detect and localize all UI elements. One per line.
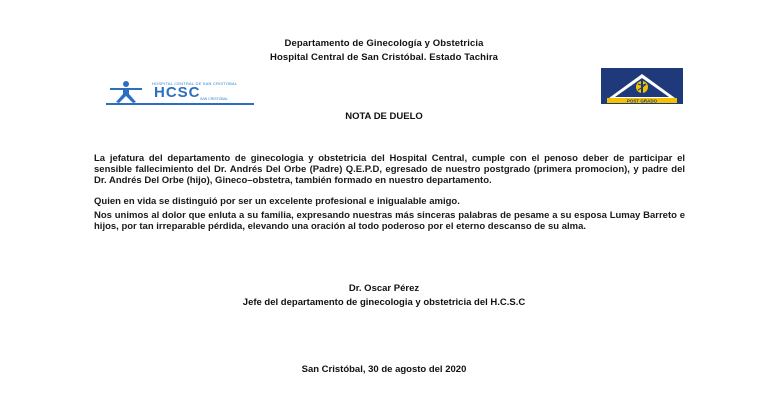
hcsc-logo-main-text: HCSC (154, 84, 201, 101)
signature-role: Jefe del departamento de ginecologia y obstetricia del H.C.S.C (242, 297, 526, 308)
postgrado-logo (601, 68, 683, 104)
document-title: NOTA DE DUELO (345, 111, 423, 122)
hospital-heading: Hospital Central de San Cristóbal. Estado Tachira (269, 52, 499, 63)
document-date: San Cristóbal, 30 de agosto del 2020 (301, 364, 467, 375)
paragraph-tribute: Quien en vida se distinguió por ser un excelente profesional e inigualable amigo. (94, 196, 460, 207)
hcsc-logo-underline (106, 103, 254, 105)
hcsc-logo (106, 80, 254, 106)
paragraph-condolences: Nos unimos al dolor que enluta a su familia, expresando nuestras más sinceras palabras de pesame a su esposa Lumay Barreto e hijos, por tan irreparable pérdida, elevando una oración al todo poderoso por el eterno descanso de su alma. (94, 210, 685, 232)
postgrado-logo-text: POST GRADO (626, 98, 658, 104)
hcsc-logo-bottom-text: SAN CRISTOBAL (200, 97, 228, 101)
hcsc-brand (152, 81, 252, 105)
hcsc-logo-top-text: HOSPITAL CENTRAL DE SAN CRISTOBAL (152, 81, 238, 86)
signature-name: Dr. Oscar Pérez (348, 283, 420, 294)
paragraph-announcement: La jefatura del departamento de ginecologia y obstetricia del Hospital Central, cumple con el penoso deber de participar el sensible fallecimiento del Dr. Andrés Del Orbe (Padre) Q.E.P.D, egresado de nuestro postgrado (primera promocion), y padre del Dr. Andrés Del Orbe (hijo), Gineco–obstetra, también formado en nuestro departamento. (94, 153, 685, 186)
department-heading: Departamento de Ginecología y Obstetricia (284, 38, 484, 49)
human-figure-icon (106, 80, 146, 104)
